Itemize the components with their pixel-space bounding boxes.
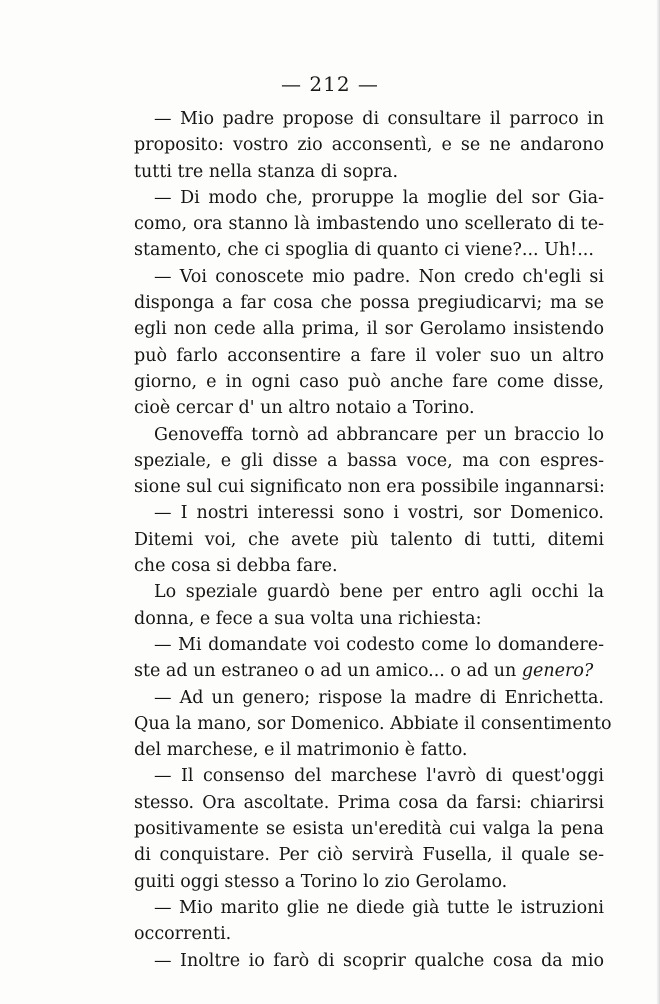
text-line: [134, 527, 604, 553]
text-line-content: — Inoltre io farò di scoprir qualche cosa da mio: [154, 950, 604, 971]
text-line: [134, 606, 604, 632]
text-line-content: che cosa si debba fare.: [134, 556, 338, 577]
text-line: [134, 159, 604, 185]
text-line: [134, 711, 612, 737]
text-line-content: stamento, che ci spoglia di quanto ci viene?... Uh!...: [134, 240, 594, 261]
italic-word: genero?: [521, 661, 594, 682]
text-line-content: Ditemi voi, che avete più talento di tutti, ditemi: [134, 529, 604, 550]
body-text: [134, 106, 612, 974]
text-line-content: di conquistare. Per ciò servirà Fusella, il quale se-: [134, 845, 604, 866]
text-line-content: — Ad un genero; rispose la madre di Enrichetta.: [154, 687, 604, 708]
text-line-content: — Mi domandate voi codesto come lo domandere-: [154, 634, 604, 655]
text-line-content: cioè cercar d' un altro notaio a Torino.: [134, 398, 475, 419]
text-line: [134, 343, 604, 369]
text-line-content: como, ora stanno là imbastendo uno scellerato di te-: [134, 214, 604, 235]
text-line: [134, 816, 604, 842]
text-line: [134, 737, 604, 763]
text-line: [134, 763, 604, 789]
text-line: [134, 448, 604, 474]
text-line-content: Lo speziale guardò bene per entro agli occhi la: [154, 582, 604, 603]
text-line: [134, 579, 604, 605]
text-line-content: ste ad un estraneo o ad un amico... o ad un: [134, 661, 522, 682]
text-line: [134, 842, 604, 868]
text-line: [134, 921, 604, 947]
text-line: [134, 869, 604, 895]
text-line-content: sione sul cui significato non era possibile ingannarsi:: [134, 477, 605, 498]
text-line-content: tutti tre nella stanza di sopra.: [134, 161, 399, 182]
text-line: [134, 316, 604, 342]
text-line: [134, 948, 604, 974]
text-line: [134, 106, 604, 132]
text-line-content: può farlo acconsentire a fare il voler suo un altro: [134, 345, 604, 366]
text-line: [134, 685, 604, 711]
text-line: [134, 632, 604, 658]
text-line: [134, 895, 604, 921]
text-line: [134, 264, 604, 290]
text-line-content: Genoveffa tornò ad abbrancare per un braccio lo: [154, 424, 604, 445]
text-line: [134, 790, 604, 816]
text-line: [134, 658, 604, 684]
text-line: [134, 237, 604, 263]
text-line-content: del marchese, e il matrimonio è fatto.: [134, 740, 468, 761]
text-line: [134, 290, 604, 316]
text-line: [134, 500, 604, 526]
page-edge-shadow: [656, 0, 660, 1004]
text-line-content: egli non cede alla prima, il sor Gerolamo insistendo: [134, 319, 604, 340]
text-line-content: — Mio padre propose di consultare il parroco in: [154, 109, 604, 129]
text-line-content: — Mio marito glie ne diede già tutte le istruzioni: [154, 897, 604, 918]
text-line: [134, 553, 604, 579]
text-line: [134, 474, 604, 500]
text-line: [134, 211, 604, 237]
text-line-content: stesso. Ora ascoltate. Prima cosa da farsi: chiarirsi: [134, 792, 604, 813]
text-line-content: proposito: vostro zio acconsentì, e se ne andarono: [134, 135, 604, 156]
text-line: [134, 132, 604, 158]
text-line-content: — Il consenso del marchese l'avrò di quest'oggi: [154, 766, 604, 787]
text-line-content: — Voi conoscete mio padre. Non credo ch'egli si: [154, 266, 604, 287]
text-line: [134, 369, 604, 395]
text-line-content: — I nostri interessi sono i vostri, sor Domenico.: [154, 503, 604, 524]
text-line: [134, 185, 604, 211]
text-line-content: Qua la mano, sor Domenico. Abbiate il consentimento: [134, 713, 612, 734]
text-line-content: speziale, e gli disse a bassa voce, ma con espres-: [134, 450, 604, 471]
text-line-content: guiti oggi stesso a Torino lo zio Gerolamo.: [134, 871, 508, 892]
text-line-content: — Di modo che, proruppe la moglie del sor Gia-: [154, 187, 604, 208]
text-line-content: positivamente se esista un'eredità cui valga la pena: [134, 819, 604, 840]
text-line: [134, 422, 604, 448]
text-line-content: occorrenti.: [134, 924, 232, 945]
page-number: — 212 —: [281, 72, 379, 96]
text-line-content: disponga a far cosa che possa pregiudicarvi; ma se: [134, 293, 604, 314]
text-line: [134, 395, 604, 421]
text-line-content: giorno, e in ogni caso può anche fare come disse,: [134, 371, 604, 392]
text-line-content: donna, e fece a sua volta una richiesta:: [134, 608, 482, 629]
